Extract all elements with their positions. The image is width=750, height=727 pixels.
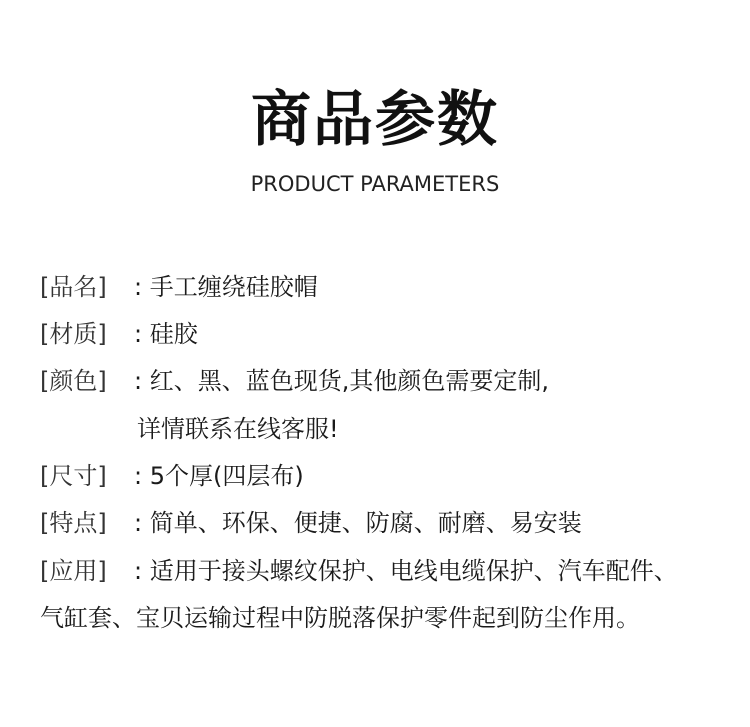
- param-label-size: [尺寸]: [40, 462, 107, 490]
- param-row-name: [40, 270, 318, 304]
- param-row-color: [40, 364, 549, 398]
- param-label-name: [品名]: [40, 273, 107, 301]
- param-value-usage: : 适用于接头螺纹保护、电线电缆保护、汽车配件、: [134, 557, 678, 585]
- param-value-usage-continuation: 气缸套、宝贝运输过程中防脱落保护零件起到防尘作用。: [40, 604, 640, 632]
- param-value-material: : 硅胶: [134, 320, 198, 348]
- param-value-name: : 手工缠绕硅胶帽: [134, 273, 318, 301]
- param-label-usage: [应用]: [40, 557, 107, 585]
- param-label-material: [材质]: [40, 320, 107, 348]
- param-row-usage: [40, 554, 678, 588]
- page-subtitle: PRODUCT PARAMETERS: [250, 172, 500, 196]
- param-row-size: [40, 459, 304, 493]
- param-row-features: [40, 506, 582, 540]
- param-label-color: [颜色]: [40, 367, 107, 395]
- param-row-material: [40, 317, 198, 351]
- param-value-color-continuation: 详情联系在线客服!: [137, 415, 339, 443]
- param-label-features: [特点]: [40, 509, 107, 537]
- param-value-features: : 简单、环保、便捷、防腐、耐磨、易安装: [134, 509, 582, 537]
- param-value-size: : 5个厚(四层布): [134, 462, 304, 490]
- page-title: 商品参数: [251, 85, 499, 155]
- param-value-color: : 红、黑、蓝色现货,其他颜色需要定制,: [134, 367, 549, 395]
